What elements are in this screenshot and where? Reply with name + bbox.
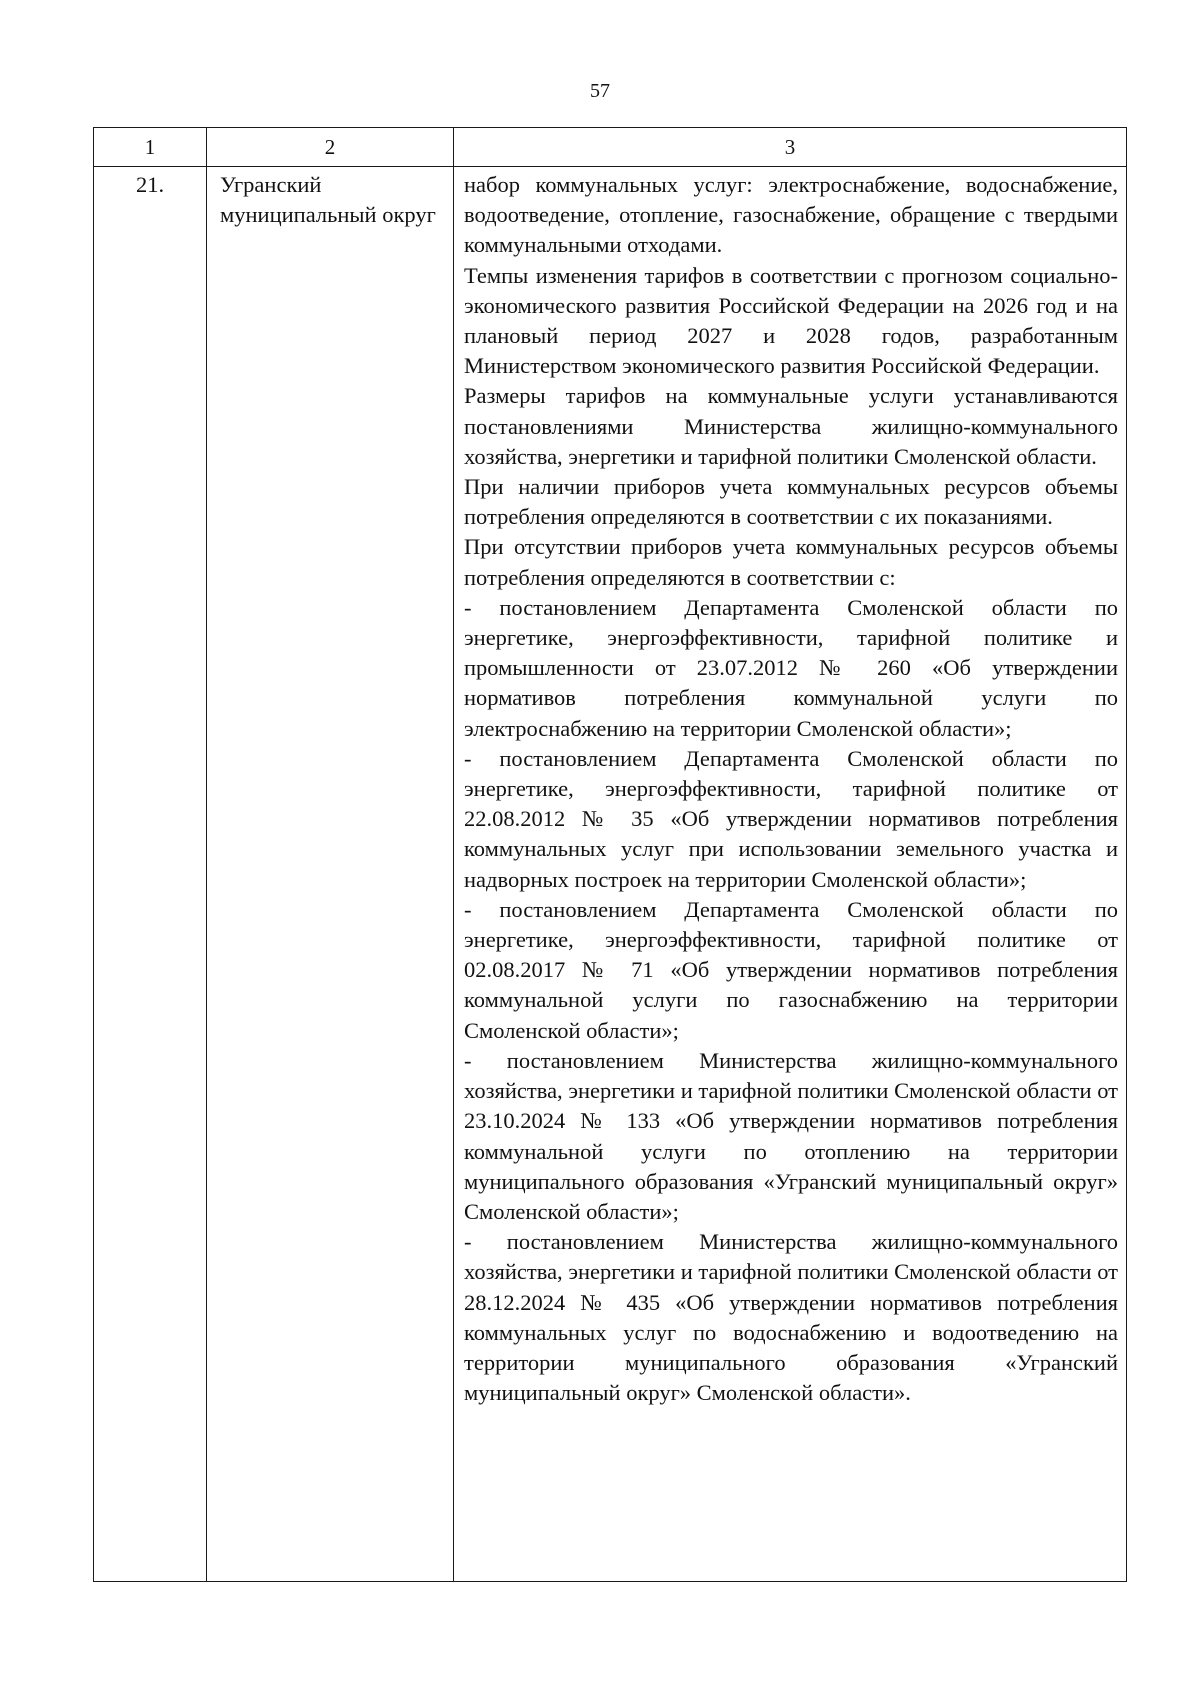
description-cell xyxy=(454,167,1127,1582)
paragraph-tariff-rates: Темпы изменения тарифов в соответствии с прогнозом социально-экономического развития Российской Федерации на 2026 год и на плановый период 2027 и 2028 годов, разработанным Министерством экономического развития Российской Федерации. xyxy=(464,262,1118,379)
paragraph-with-meters: При наличии приборов учета коммунальных ресурсов объемы потребления определяются в соответствии с их показаниями. xyxy=(464,474,1118,530)
header-col-1: 1 xyxy=(94,128,207,167)
page-number: 57 xyxy=(590,80,610,102)
table-row xyxy=(94,167,1127,1582)
table-header-row xyxy=(94,128,1127,167)
tariff-table xyxy=(93,127,1127,1582)
paragraph-resolution-71: - постановлением Департамента Смоленской области по энергетике, энергоэффективности, тарифной политике от 02.08.2017 № 71 «Об утверждении нормативов потребления коммунальной услуги по газоснабжению на территории Смоленской области»; xyxy=(464,896,1118,1043)
paragraph-resolution-35: - постановлением Департамента Смоленской области по энергетике, энергоэффективности, тарифной политике от 22.08.2012 № 35 «Об утверждении нормативов потребления коммунальных услуг при использовании земельного участка и надворных построек на территории Смоленской области»; xyxy=(464,745,1118,892)
paragraph-resolution-133: - постановлением Министерства жилищно-коммунального хозяйства, энергетики и тарифной политики Смоленской области от 23.10.2024 № 133 «Об утверждении нормативов потребления коммунальной услуги по отоплению на территории муниципального образования «Угранский муниципальный округ» Смоленской области»; xyxy=(464,1047,1118,1224)
row-number: 21. xyxy=(94,167,207,1582)
paragraph-resolution-260: - постановлением Департамента Смоленской области по энергетике, энергоэффективности, тарифной политике и промышленности от 23.07.2012 № 260 «Об утверждении нормативов потребления коммунальной услуги по электроснабжению на территории Смоленской области»; xyxy=(464,594,1118,741)
paragraph-tariff-sizes: Размеры тарифов на коммунальные услуги устанавливаются постановлениями Министерства жилищно-коммунального хозяйства, энергетики и тарифной политики Смоленской области. xyxy=(464,383,1118,469)
paragraph-without-meters: При отсутствии приборов учета коммунальных ресурсов объемы потребления определяются в соответствии с: xyxy=(464,534,1118,590)
paragraph-services: набор коммунальных услуг: электроснабжение, водоснабжение, водоотведение, отопление, газоснабжение, обращение с твердыми коммунальными отходами. xyxy=(464,172,1118,258)
header-col-3: 3 xyxy=(454,128,1127,167)
header-col-2: 2 xyxy=(207,128,454,167)
paragraph-resolution-435: - постановлением Министерства жилищно-коммунального хозяйства, энергетики и тарифной политики Смоленской области от 28.12.2024 № 435 «Об утверждении нормативов потребления коммунальных услуг по водоснабжению и водоотведению на территории муниципального образования «Угранский муниципальный округ» Смоленской области». xyxy=(464,1229,1118,1406)
municipality-name: Угранский муниципальный округ xyxy=(207,167,454,1582)
